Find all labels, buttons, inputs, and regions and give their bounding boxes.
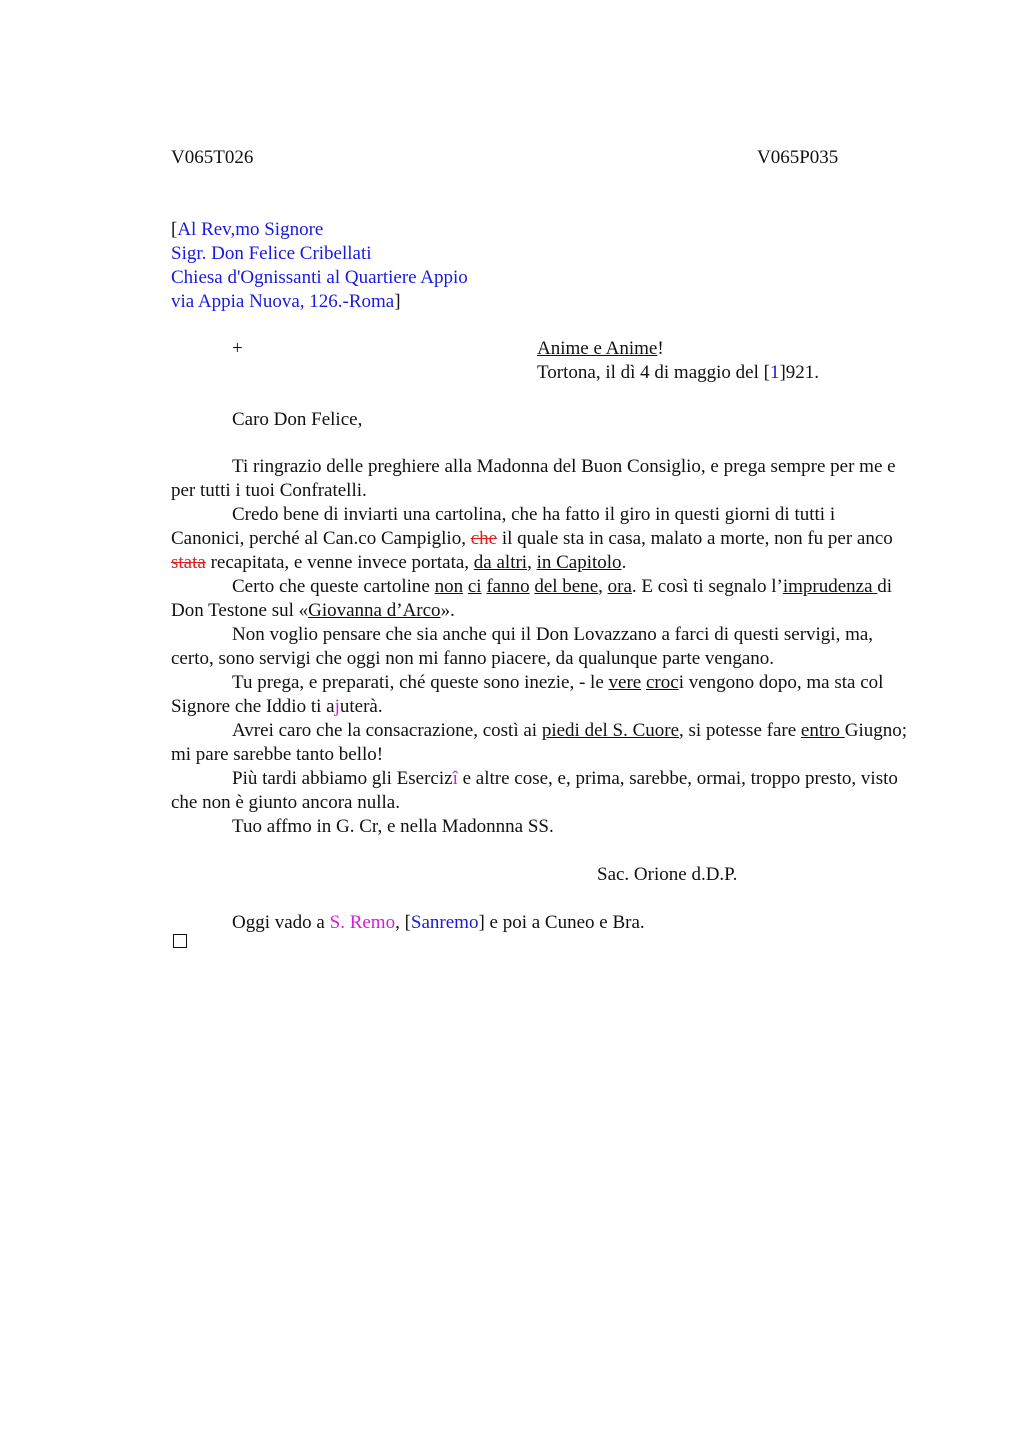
paragraph-6 (171, 719, 911, 767)
postscript (171, 911, 911, 935)
p2-text-a: Credo bene di inviarti una cartolina, che ha fatto il giro in questi giorni di tutti i Canonici, perché al Can.co Campiglio, (171, 504, 836, 549)
p7-text-b: e altre cose, e, prima, sarebbe, ormai, troppo presto, visto che non è giunto ancora nulla. (171, 768, 898, 813)
p2-text-c: recapitata, e venne invece portata, (205, 552, 474, 573)
address-line-4: via Appia Nuova, 126.-Roma] (171, 291, 401, 312)
p7-correction: î (452, 768, 458, 789)
p2-text-b: il quale sta in casa, malato a morte, non fu per anco (497, 528, 893, 549)
p3-text-f: . E così ti segnalo l’ (631, 576, 783, 597)
ps-editorial: Sanremo (410, 912, 479, 933)
p3-underline-5: ora (607, 576, 632, 597)
p6-underline-2: entro (800, 720, 845, 741)
paragraph-7 (171, 767, 911, 815)
cross-symbol: + (232, 338, 243, 359)
p3-text-a: Certo che queste cartoline (232, 576, 435, 597)
p2-text-d: , (527, 552, 537, 573)
dateline-insert: 1 (769, 362, 780, 383)
ps-correction: S. Remo (329, 912, 396, 933)
motto-text: Anime e Anime (537, 338, 658, 359)
address-line-2: Sigr. Don Felice Cribellati (171, 243, 372, 264)
p2-underline-1: da altri (473, 552, 528, 573)
address-line-4-text: via Appia Nuova, 126.-Roma (171, 291, 395, 312)
p2-text-e: . (621, 552, 627, 573)
address-line-1: [Al Rev,mo Signore (171, 219, 324, 240)
paragraph-8: Tuo affmo in G. Cr, e nella Madonnna SS. (232, 816, 554, 837)
p3-underline-7: Giovanna d’Arco (308, 600, 441, 621)
salutation: Caro Don Felice, (232, 409, 363, 430)
dateline: Tortona, il dì 4 di maggio del [1]921. (537, 362, 820, 383)
paragraph-1: Ti ringrazio delle preghiere alla Madonna del Buon Consiglio, e prega sempre per me e per tutti i tuoi Confratelli. (171, 456, 896, 501)
p3-underline-6: imprudenza (782, 576, 878, 597)
p5-text-a: Tu prega, e preparati, ché queste sono inezie, - le (232, 672, 609, 693)
ps-text-b: , [ (395, 912, 411, 933)
p3-underline-2: ci (467, 576, 482, 597)
motto (537, 337, 664, 361)
letter-body (171, 455, 911, 935)
ps-text-c: ] e poi a Cuneo e Bra. (478, 912, 645, 933)
p3-underline-1: non (434, 576, 464, 597)
dateline-before: Tortona, il dì 4 di maggio del (537, 362, 764, 383)
p6-text-a: Avrei caro che la consacrazione, costì ai (232, 720, 542, 741)
p3-text-e: , (598, 576, 608, 597)
paragraph-2 (171, 503, 911, 575)
signature: Sac. Orione d.D.P. (597, 864, 738, 885)
p6-text-b: , si potesse fare (679, 720, 801, 741)
p2-deletion-2: stata (171, 552, 206, 573)
p7-text-a: Più tardi abbiamo gli Eserciz (232, 768, 453, 789)
p6-underline-1: piedi del S. Cuore (541, 720, 680, 741)
motto-punct: ! (657, 338, 664, 359)
paragraph-4: Non voglio pensare che sia anche qui il Don Lovazzano a farci di questi servigi, ma, certo, sono servigi che oggi non mi fanno piacere, da qualunque parte vengano. (171, 624, 874, 669)
p5-underline-1: vere (608, 672, 642, 693)
p6-text-c: Giugno; mi pare sarebbe tanto bello! (171, 720, 907, 765)
dateline-after: 921. (785, 362, 820, 383)
p2-deletion-1: che (470, 528, 498, 549)
p5-text-c: i vengono dopo, ma sta col Signore che Iddio ti a (171, 672, 884, 717)
archive-code-right: V065P035 (757, 147, 839, 168)
p3-text-h: ». (440, 600, 455, 621)
address-block (171, 218, 468, 314)
paragraph-3 (171, 575, 911, 623)
end-marker-box (173, 934, 187, 948)
ps-text-a: Oggi vado a (232, 912, 330, 933)
p3-underline-4: del bene (534, 576, 599, 597)
address-line-3: Chiesa d'Ognissanti al Quartiere Appio (171, 267, 468, 288)
p5-correction: j (334, 696, 340, 717)
archive-code-left: V065T026 (171, 147, 254, 168)
p3-underline-3: fanno (486, 576, 530, 597)
p2-underline-2: in Capitolo (536, 552, 622, 573)
p3-text-g: di Don Testone sul « (171, 576, 893, 621)
paragraph-5 (171, 671, 911, 719)
p5-text-d: uterà. (339, 696, 383, 717)
p5-underline-2: croc (645, 672, 679, 693)
address-line-1-text: Al Rev,mo Signore (177, 219, 324, 240)
